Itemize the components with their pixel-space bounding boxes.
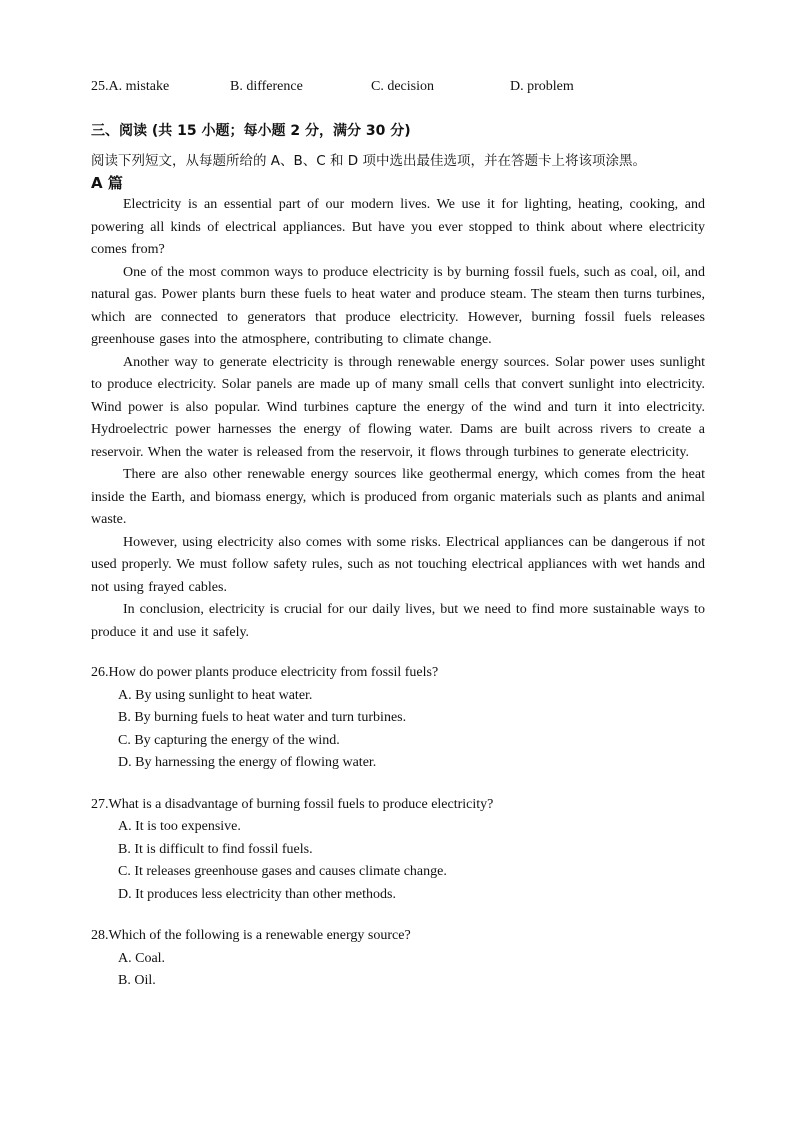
question-stem: 27.What is a disadvantage of burning fossil fuels to produce electricity? <box>91 796 494 812</box>
q25-option-c: C. decision <box>371 79 434 94</box>
passage-a <box>91 194 705 644</box>
passage-paragraph: In conclusion, electricity is crucial for our daily lives, but we need to find more sustainable ways to produce it and use it safely. <box>91 602 705 640</box>
question-option: D. By harnessing the energy of flowing water. <box>118 755 377 770</box>
q25-option-a-text: A. mistake <box>108 79 170 94</box>
passage-paragraph: One of the most common ways to produce electricity is by burning fossil fuels, such as coal, oil, and natural gas. Power plants burn these fuels to heat water and produce steam. The steam then turns turbines, which are connected to generators that produce electricity. However, burning fossil fuels releases greenhouse gases into the atmosphere, contributing to climate change. <box>91 264 705 347</box>
question-option: D. It produces less electricity than other methods. <box>118 886 396 902</box>
passage-paragraph: Another way to generate electricity is through renewable energy sources. Solar power uses sunlight to produce electricity. Solar panels are made up of many small cells that convert sunlight into electricity. Wind power is also popular. Wind turbines capture the energy of the wind and turn it into electricity. Hydroelectric power harnesses the energy of flowing water. Dams are built across rivers to create a reservoir. When the water is released from the reservoir, it flows through turbines to generate electricity. <box>91 354 705 460</box>
question-option: C. By capturing the energy of the wind. <box>118 732 340 748</box>
section-title: 三、阅读 (共 15 小题；每小题 2 分，满分 30 分) <box>91 123 411 139</box>
question-27 <box>91 794 705 907</box>
q25-number: 25. <box>91 79 109 94</box>
question-option: B. Oil. <box>118 973 156 988</box>
question-option: B. By burning fuels to heat water and turn turbines. <box>118 710 407 725</box>
passage-label: A 篇 <box>91 174 123 192</box>
question-option: A. By using sunlight to heat water. <box>118 687 313 703</box>
question-option: C. It releases greenhouse gases and causes climate change. <box>118 864 447 879</box>
passage-paragraph: There are also other renewable energy sources like geothermal energy, which comes from the heat inside the Earth, and biomass energy, which is produced from organic materials such as plants and animal waste. <box>91 467 705 527</box>
exam-page <box>91 76 705 1012</box>
question-26 <box>91 662 705 775</box>
question-stem: 26.How do power plants produce electricity from fossil fuels? <box>91 665 439 680</box>
passage-paragraph: Electricity is an essential part of our modern lives. We use it for lighting, heating, cooking, and powering all kinds of electrical appliances. But have you ever stopped to think about where electricity comes from? <box>91 197 705 257</box>
q25-option-b: B. difference <box>230 79 303 94</box>
section-instructions: 阅读下列短文，从每题所给的 A、B、C 和 D 项中选出最佳选项，并在答题卡上将该项涂黑。 <box>91 153 646 169</box>
q25-option-d: D. problem <box>510 79 574 94</box>
passage-paragraph: However, using electricity also comes with some risks. Electrical appliances can be dangerous if not used properly. We must follow safety rules, such as not touching electrical appliances with wet hands and not using frayed cables. <box>91 534 705 595</box>
question-option: A. Coal. <box>118 950 166 966</box>
question-option: B. It is difficult to find fossil fuels. <box>118 841 313 857</box>
question-option: A. It is too expensive. <box>118 819 241 834</box>
question-28 <box>91 925 705 993</box>
q25-option-a <box>91 76 230 98</box>
question-stem: 28.Which of the following is a renewable energy source? <box>91 928 411 943</box>
question-25-options <box>91 76 705 98</box>
